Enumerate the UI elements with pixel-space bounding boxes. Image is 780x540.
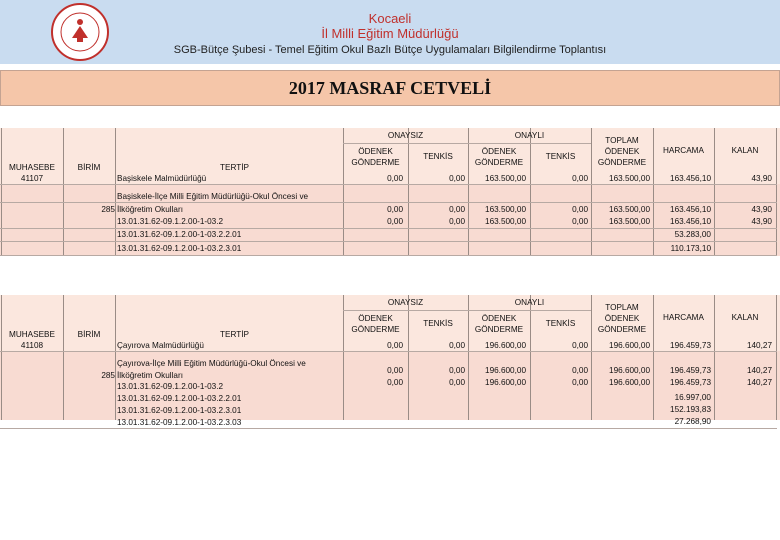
row-toplam: 196.600,00 (609, 378, 650, 387)
row-kalan: 140,27 (746, 378, 772, 387)
col-toplam-3: GÖNDERME (597, 158, 647, 167)
col-muhasebe: MUHASEBE (9, 330, 55, 339)
row-harcama: 196.459,73 (670, 341, 711, 350)
row-harcama: 16.997,00 (674, 393, 711, 402)
title-bar (0, 70, 780, 106)
col-onaysiz: ONAYSIZ (387, 131, 424, 140)
col-onayli-odenek-1: ÖDENEK (481, 314, 517, 323)
col-onaysiz-tenkis: TENKİS (423, 152, 453, 161)
row-onayli-odenek: 196.600,00 (485, 341, 526, 350)
row-onaysiz-odenek: 0,00 (387, 366, 403, 375)
col-harcama: HARCAMA (663, 313, 704, 322)
col-kalan: KALAN (731, 146, 759, 155)
col-birim: BİRİM (77, 163, 101, 172)
col-onaysiz-odenek-1: ÖDENEK (358, 147, 393, 156)
row-tertip-2: İlköğretim Okulları (117, 371, 183, 380)
row-kalan: 43,90 (751, 205, 772, 214)
row-onaysiz-odenek: 0,00 (387, 174, 403, 183)
col-onaysiz: ONAYSIZ (387, 298, 424, 307)
row-onayli-odenek: 196.600,00 (485, 366, 526, 375)
row-tertip: 13.01.31.62-09.1.2.00-1-03.2.2.01 (117, 230, 242, 239)
row-tertip: 13.01.31.62-09.1.2.00-1-03.2.3.03 (117, 418, 242, 427)
row-harcama: 27.268,90 (674, 417, 711, 426)
row-harcama: 163.456,10 (670, 205, 711, 214)
row-tertip: 13.01.31.62-09.1.2.00-1-03.2.3.01 (117, 406, 242, 415)
row-onayli-tenkis: 0,00 (572, 366, 588, 375)
expense-table-41108 (0, 295, 780, 427)
col-harcama: HARCAMA (663, 146, 704, 155)
row-onayli-tenkis: 0,00 (572, 205, 588, 214)
col-toplam-2: ÖDENEK (604, 314, 640, 323)
header-directorate: İl Milli Eğitim Müdürlüğü (321, 26, 459, 41)
row-kalan: 140,27 (746, 366, 772, 375)
col-toplam-1: TOPLAM (605, 136, 639, 145)
col-onaysiz-tenkis: TENKİS (423, 319, 453, 328)
row-tertip: Başiskele-İlçe Milli Eğitim Müdürlüğü-Okul Öncesi ve (117, 192, 309, 201)
row-onaysiz-tenkis: 0,00 (449, 174, 465, 183)
header-subtitle: SGB-Bütçe Şubesi - Temel Eğitim Okul Bazlı Bütçe Uygulamaları Bilgilendirme Toplantısı (173, 44, 607, 56)
col-onaysiz-odenek-2: GÖNDERME (351, 158, 400, 167)
row-tertip: 13.01.31.62-09.1.2.00-1-03.2.2.01 (117, 394, 242, 403)
muhasebe-code: 41108 (20, 341, 44, 350)
col-onaysiz-odenek-2: GÖNDERME (351, 325, 400, 334)
row-onayli-odenek: 196.600,00 (485, 378, 526, 387)
row-harcama: 53.283,00 (674, 230, 711, 239)
row-kalan: 43,90 (751, 174, 772, 183)
row-onayli-tenkis: 0,00 (572, 378, 588, 387)
muhasebe-code: 41107 (20, 174, 44, 183)
row-onaysiz-tenkis: 0,00 (449, 366, 465, 375)
col-onayli-odenek-2: GÖNDERME (474, 325, 524, 334)
row-tertip: Başiskele Malmüdürlüğü (117, 174, 207, 183)
expense-table-41107 (0, 128, 780, 256)
row-onayli-odenek: 163.500,00 (485, 205, 526, 214)
row-onaysiz-tenkis: 0,00 (449, 205, 465, 214)
header-banner (0, 0, 780, 64)
col-onayli-tenkis: TENKİS (545, 319, 576, 328)
row-onaysiz-tenkis: 0,00 (449, 341, 465, 350)
col-onayli-tenkis: TENKİS (545, 152, 576, 161)
row-tertip: 13.01.31.62-09.1.2.00-1-03.2 (117, 217, 224, 226)
row-onayli-tenkis: 0,00 (572, 341, 588, 350)
row-tertip: 13.01.31.62-09.1.2.00-1-03.2.3.01 (117, 244, 242, 253)
col-onayli-odenek-1: ÖDENEK (481, 147, 517, 156)
row-tertip: Çayırova Malmüdürlüğü (117, 341, 204, 350)
row-toplam: 163.500,00 (609, 217, 650, 226)
col-onayli-odenek-2: GÖNDERME (474, 158, 524, 167)
col-tertip: TERTİP (220, 163, 249, 172)
row-onaysiz-odenek: 0,00 (387, 217, 403, 226)
col-onayli: ONAYLI (514, 298, 545, 307)
col-tertip: TERTİP (220, 330, 249, 339)
row-onaysiz-odenek: 0,00 (387, 378, 403, 387)
row-kalan: 140,27 (746, 341, 772, 350)
row-tertip-2: İlköğretim Okulları (117, 205, 183, 214)
row-onaysiz-odenek: 0,00 (387, 205, 403, 214)
col-toplam-2: ÖDENEK (604, 147, 640, 156)
row-onayli-odenek: 163.500,00 (485, 174, 526, 183)
row-tertip: Çayırova-İlçe Milli Eğitim Müdürlüğü-Okul Öncesi ve (117, 359, 306, 368)
col-toplam-1: TOPLAM (605, 303, 639, 312)
row-harcama: 196.459,73 (670, 378, 711, 387)
row-onayli-odenek: 163.500,00 (485, 217, 526, 226)
row-onaysiz-odenek: 0,00 (387, 341, 403, 350)
col-onayli: ONAYLI (514, 131, 545, 140)
row-harcama: 196.459,73 (670, 366, 711, 375)
row-toplam: 196.600,00 (609, 366, 650, 375)
col-muhasebe: MUHASEBE (9, 163, 55, 172)
row-harcama: 163.456,10 (670, 174, 711, 183)
row-harcama: 152.193,83 (670, 405, 711, 414)
col-toplam-3: GÖNDERME (597, 325, 647, 334)
row-tertip: 13.01.31.62-09.1.2.00-1-03.2 (117, 382, 224, 391)
row-toplam: 196.600,00 (609, 341, 650, 350)
row-toplam: 163.500,00 (609, 174, 650, 183)
row-onaysiz-tenkis: 0,00 (449, 217, 465, 226)
row-kalan: 43,90 (751, 217, 772, 226)
header-city: Kocaeli (368, 11, 412, 26)
row-harcama: 110.173,10 (670, 244, 711, 253)
col-birim: BİRİM (77, 330, 101, 339)
row-onayli-tenkis: 0,00 (572, 217, 588, 226)
col-onaysiz-odenek-1: ÖDENEK (358, 314, 393, 323)
row-onaysiz-tenkis: 0,00 (449, 378, 465, 387)
row-birim: 285 (101, 371, 115, 380)
page-title: 2017 MASRAF CETVELİ (288, 78, 492, 98)
row-birim: 285 (101, 205, 115, 214)
row-toplam: 163.500,00 (609, 205, 650, 214)
col-kalan: KALAN (731, 313, 759, 322)
row-harcama: 163.456,10 (670, 217, 711, 226)
row-onayli-tenkis: 0,00 (572, 174, 588, 183)
